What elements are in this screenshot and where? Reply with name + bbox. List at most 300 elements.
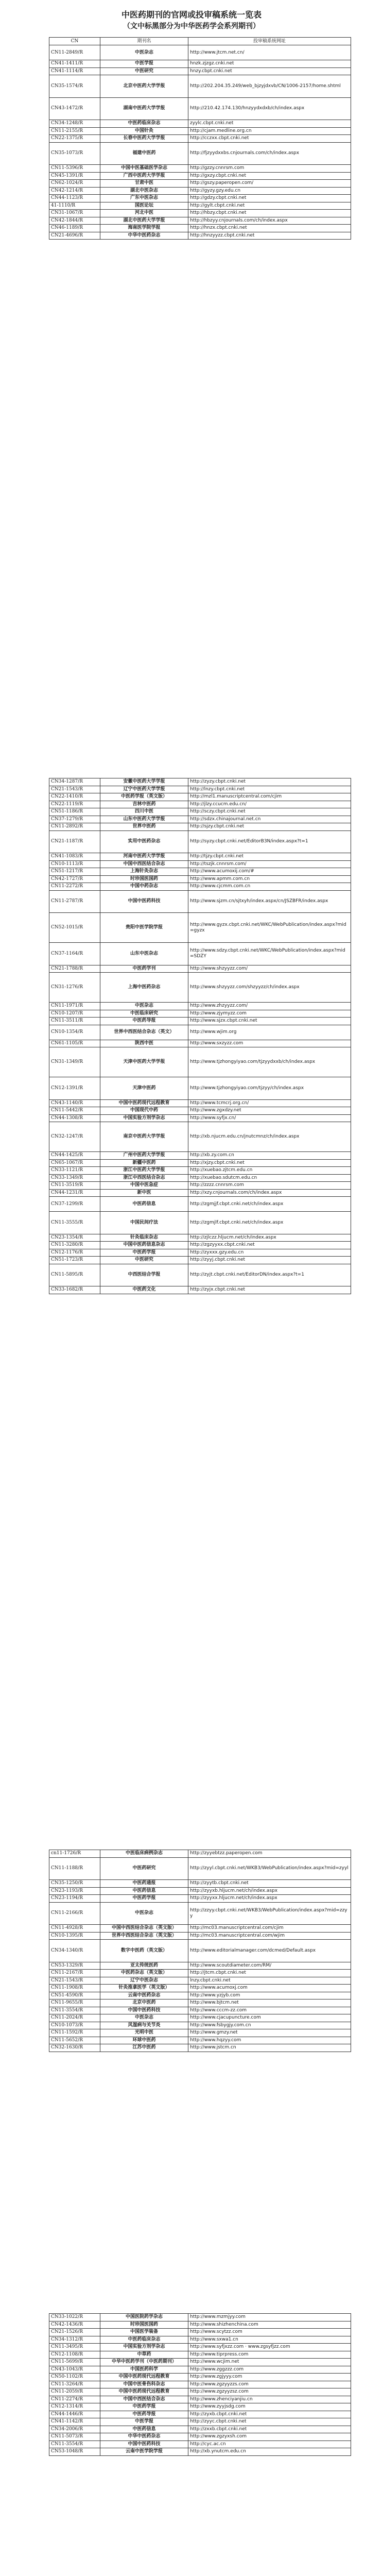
cn-number: CN10-1073/R — [49, 2022, 100, 2029]
submission-url: http://www.sdzy.cbpt.cnki.net/WKC/WebPublication/index.aspx?mid=SDZY — [188, 943, 351, 965]
table-row — [49, 210, 351, 217]
cn-number: CN22-1375/R — [49, 135, 100, 143]
submission-url: zyylc.cbpt.cnki.net — [188, 120, 351, 128]
table-row — [49, 180, 351, 188]
cn-number: CN11-2024/R — [49, 2014, 100, 2022]
table-row — [49, 1970, 351, 1977]
submission-url: http://zxxb.cbpt.cnki.net — [188, 2426, 351, 2433]
journal-name: 中国中医药科技 — [100, 2007, 188, 2014]
cn-number: CN23-1354/R — [49, 1234, 100, 1242]
table-row — [49, 1234, 351, 1242]
cn-number: CN42-1727/R — [49, 875, 100, 883]
cn-number: CN34-1287/R — [49, 778, 100, 786]
cn-number: CN11-3280/R — [49, 1242, 100, 1249]
journal-name: 中国实验方剂学杂志 — [100, 2344, 188, 2351]
submission-url: http://cjam.medline.org.cn — [188, 127, 351, 135]
table-row — [49, 202, 351, 210]
journal-name: 中医药研究 — [100, 1857, 188, 1880]
table-row — [49, 1182, 351, 1190]
cn-number: CN51-1723/R — [49, 1257, 100, 1264]
table-row — [49, 2403, 351, 2411]
submission-url: http://gyzy.gzy.edu.cn — [188, 187, 351, 195]
submission-url: http://www.acumoxj.com — [188, 1985, 351, 1992]
table-row — [49, 943, 351, 965]
cn-number: 41-1110/R — [49, 202, 100, 210]
journal-name: 贵阳中医学院学报 — [100, 913, 188, 943]
journal-name: 广州中医药大学学报 — [100, 1152, 188, 1160]
submission-url: http://zjlczz.hljucm.net/ch/index.aspx — [188, 1234, 351, 1242]
table-row — [49, 1286, 351, 1294]
cn-number: CN65-1067/R — [49, 1159, 100, 1167]
submission-url: http://www.zjymyzz.com — [188, 1010, 351, 1018]
cn-number: CN11-3555/R — [49, 1212, 100, 1234]
table-row — [49, 225, 351, 232]
cn-number: CN33-1349/R — [49, 1174, 100, 1182]
submission-url: http://www.zgzyxsh.com — [188, 2433, 351, 2441]
table-row — [49, 142, 351, 165]
cn-number: CN11-1592/R — [49, 2029, 100, 2037]
journal-name: 中国医学装备 — [100, 2329, 188, 2336]
table-row — [49, 67, 351, 75]
submission-url: http://xuebao.zjtcm.edu.cn — [188, 1167, 351, 1175]
cn-number: CN34-1312/R — [49, 2336, 100, 2344]
journal-name: 中医杂志 — [100, 45, 188, 60]
journal-name: 世界中西医结合杂志（英文版） — [100, 1932, 188, 1940]
table-row — [49, 135, 351, 143]
table-row — [49, 973, 351, 1003]
table-row — [49, 2329, 351, 2336]
table-row — [49, 2388, 351, 2396]
cn-number: CN23-1193/R — [49, 1887, 100, 1895]
submission-url: http://zyyl.cbpt.cnki.net/WKB3/WebPublication/index.aspx?mid=zyyl — [188, 1857, 351, 1880]
submission-url: hnzk.zjzgz.cnki.net — [188, 60, 351, 68]
table-row — [49, 187, 351, 195]
submission-url: http://jtcm.cbpt.cnki.net — [188, 1970, 351, 1977]
journal-name: 中医杂志 — [100, 1902, 188, 1925]
journal-name: 中国中医药科技 — [100, 890, 188, 913]
cn-number: CN11-2155/R — [49, 127, 100, 135]
table-header-row — [49, 38, 351, 45]
journal-name: 辽宁中医杂志 — [100, 1977, 188, 1985]
table-row — [49, 2448, 351, 2456]
cn-number: CN11-5895/R — [49, 1264, 100, 1286]
cn-number: CN11-4928/R — [49, 1925, 100, 1933]
submission-url: http://xb.ynutcm.edu.cn — [188, 2448, 351, 2456]
table-row — [49, 1212, 351, 1234]
submission-url: http://tszjk.cnnrsm.com/ — [188, 860, 351, 868]
cn-number: CN51-4590/R — [49, 1992, 100, 1999]
cn-number: CN11-2892/R — [49, 823, 100, 831]
journal-name: 中医药信息 — [100, 2426, 188, 2433]
journal-name: 中国中医药现代远程教育 — [100, 2374, 188, 2381]
table-row — [49, 2351, 351, 2359]
submission-url: http://zyjt.cbpt.cnki.net/EditorDN/index.aspx?t=1 — [188, 1264, 351, 1286]
submission-url: http://www.jstcm.cn — [188, 2044, 351, 2052]
submission-url: http://gszy.paperopen.com/ — [188, 180, 351, 188]
journal-name: 上海针灸杂志 — [100, 868, 188, 876]
table-row — [49, 2441, 351, 2448]
cn-number: CN11-3554/R — [49, 2007, 100, 2014]
journal-name: 国医论坛 — [100, 202, 188, 210]
cn-number: CN34-1340/R — [49, 1940, 100, 1962]
journal-name: 中医药杂志（英文版） — [100, 1970, 188, 1977]
cn-number: CN12-1108/R — [49, 2351, 100, 2359]
journal-name: 湖北中医药大学学报 — [100, 217, 188, 225]
journal-name: 湖南中医药大学学报 — [100, 97, 188, 120]
submission-url: http://mc03.manuscriptcentral.com/wjim — [188, 1932, 351, 1940]
table-row — [49, 1850, 351, 1858]
journal-name: 中国中药杂志 — [100, 883, 188, 891]
cn-number: CN21-1543/R — [49, 1977, 100, 1985]
journal-name: 中国中医基础医学杂志 — [100, 165, 188, 173]
submission-url: http://zzzz.cnnrsm.com — [188, 1182, 351, 1190]
table-row — [49, 2044, 351, 2052]
submission-url: http://syzy.cbpt.cnki.net/EditorB3N/index.aspx?t=1 — [188, 831, 351, 853]
table-row — [49, 1999, 351, 2007]
cn-number: CN11-2167/R — [49, 1970, 100, 1977]
journal-name: 中医药导报 — [100, 2411, 188, 2418]
journal-name: 浙江中医药大学学报 — [100, 1167, 188, 1175]
submission-url: http://hnzx.cbpt.cnki.net — [188, 225, 351, 232]
journal-name: 上海中医药杂志 — [100, 973, 188, 1003]
journal-name: 天津中医药 — [100, 1077, 188, 1100]
cn-number: CN10-1207/R — [49, 1010, 100, 1018]
table-row — [49, 2381, 351, 2388]
cn-number: CN11-3495/R — [49, 2344, 100, 2351]
submission-url: http://210.42.174.130/hnzyydxdxb/ch/index.aspx — [188, 97, 351, 120]
submission-url: http://xb.njucm.edu.cn/jnutcmnz/ch/index.aspx — [188, 1122, 351, 1152]
journal-name: 环球中医药 — [100, 2037, 188, 2044]
journal-name: 河北中医 — [100, 210, 188, 217]
journal-name: 中医药学刊 — [100, 965, 188, 973]
journal-name: 中医药学报（英文版） — [100, 793, 188, 801]
table-row — [49, 1902, 351, 1925]
submission-url: http://www.sxzyzz.com — [188, 1040, 351, 1047]
submission-url: http://gzzy.cnnrsm.com — [188, 165, 351, 173]
journal-table — [49, 2313, 351, 2456]
cn-number: CN11-2849/R — [49, 45, 100, 60]
cn-number: CN11-3519/R — [49, 1182, 100, 1190]
journal-name: 北京中医药 — [100, 1999, 188, 2007]
journal-name: 中国中西医结合杂志 — [100, 2396, 188, 2403]
submission-url: http://202.204.35.249/web_bjzyjdxvb/CN/1006-2157/home.shtml — [188, 75, 351, 98]
submission-url: http://mc03.manuscriptcentral.com/cjim — [188, 1925, 351, 1933]
cn-number: CN37-1279/R — [49, 816, 100, 823]
submission-url: http://zgmjlf.cbpt.cnki.net/ch/index.aspx — [188, 1212, 351, 1234]
submission-url: http://gdzy.cbpt.cnki.net — [188, 195, 351, 202]
journal-name: 中医药信息 — [100, 1197, 188, 1212]
table-row — [49, 2344, 351, 2351]
cn-number: CN11-2787/R — [49, 890, 100, 913]
submission-url: http://www.hqzyy.com — [188, 2037, 351, 2044]
submission-url: http://hbzyy.cnjournals.com/ch/index.aspx — [188, 217, 351, 225]
submission-url: http://www.apmm.com.cn — [188, 875, 351, 883]
cn-number: CN42-1436/R — [49, 2321, 100, 2329]
table-row — [49, 1167, 351, 1175]
table-row — [49, 2014, 351, 2022]
submission-url: http://mzl1.manuscriptcentral.com/cjim — [188, 793, 351, 801]
cn-number: CN31-1067/R — [49, 210, 100, 217]
cn-number: CN41-1411/R — [49, 60, 100, 68]
submission-url: http://www.gmzy.net — [188, 2029, 351, 2037]
submission-url: http://www.syfjx.cn/ — [188, 1114, 351, 1122]
submission-url: http://zyytb.cbpt.cnki.net — [188, 1880, 351, 1888]
table-row — [49, 172, 351, 180]
table-row — [49, 853, 351, 861]
journal-name: 北京中医药大学学报 — [100, 75, 188, 98]
table-row — [49, 1010, 351, 1018]
journal-name: 中医药信息 — [100, 1887, 188, 1895]
submission-url: lnzy.cbpt.cnki.net — [188, 1977, 351, 1985]
table-row — [49, 890, 351, 913]
journal-name: 中华中医药学刊（中医药期刊） — [100, 2359, 188, 2366]
cn-number: CN11-2059/R — [49, 2388, 100, 2396]
cn-number: CN11-3554/R — [49, 2441, 100, 2448]
journal-name: 辽宁中医药大学学报 — [100, 786, 188, 793]
journal-name: 中华中医药杂志 — [100, 2433, 188, 2441]
journal-name: 广东中医杂志 — [100, 195, 188, 202]
table-row — [49, 2029, 351, 2037]
submission-url: http://zzyy.cbpt.cnki.net/WKB3/WebPublication/index.aspx?mid=zzyy — [188, 1902, 351, 1925]
table-row — [49, 45, 351, 60]
table-row — [49, 1962, 351, 1970]
cn-number: CN11-5652/R — [49, 2037, 100, 2044]
cn-number: CN11-2272/R — [49, 883, 100, 891]
submission-url: http://zyxb.cbpt.cnki.net — [188, 2411, 351, 2418]
journal-name: 中医研究 — [100, 1257, 188, 1264]
table-row — [49, 1887, 351, 1895]
submission-url: http://gxzy.cbpt.cnki.net — [188, 172, 351, 180]
journal-name: 中医药临床杂志 — [100, 2336, 188, 2344]
journal-name: 福建中医药 — [100, 142, 188, 165]
cn-number: CN53-1329/R — [49, 1962, 100, 1970]
journal-name: 云南中医药杂志 — [100, 1992, 188, 1999]
cn-number: CN44-1308/R — [49, 1114, 100, 1122]
journal-table — [49, 1850, 351, 2052]
submission-url: http://www.gyzx.cbpt.cnki.net/WKC/WebPublication/index.aspx?mid=gyzx — [188, 913, 351, 943]
table-row — [49, 875, 351, 883]
cn-number: CN11-5073/R — [49, 2433, 100, 2441]
submission-url: http://sdzx.chinajournal.net.cn — [188, 816, 351, 823]
header-url: 投审稿系统网址 — [188, 38, 351, 45]
journal-name: 中医药文化 — [100, 1286, 188, 1294]
submission-url: http://lnzy.cbpt.cnki.net — [188, 786, 351, 793]
journal-name: 中医学报 — [100, 60, 188, 68]
table-row — [49, 1895, 351, 1903]
submission-url: http://www.sxwa1.cn — [188, 2336, 351, 2344]
cn-number: CN22-1119/R — [49, 801, 100, 808]
table-row — [49, 1025, 351, 1040]
table-row — [49, 823, 351, 831]
table-row — [49, 808, 351, 816]
journal-name: 中西医结合学报 — [100, 1264, 188, 1286]
submission-url: http://gylt.cbpt.cnki.net — [188, 202, 351, 210]
table-row — [49, 1040, 351, 1047]
journal-name: 广西中医药大学学报 — [100, 172, 188, 180]
table-row — [49, 2022, 351, 2029]
table-row — [49, 860, 351, 868]
cn-number: CN33-1121/R — [49, 1167, 100, 1175]
table-row — [49, 1152, 351, 1160]
cn-number: CN10-1113/R — [49, 860, 100, 868]
submission-url: http://hbzy.cbpt.cnki.net — [188, 210, 351, 217]
journal-name: 亚太传统医药 — [100, 1962, 188, 1970]
table-row — [49, 1159, 351, 1167]
table-row — [49, 816, 351, 823]
cn-number: CN34-1248/R — [49, 120, 100, 128]
cn-number: CN31-1276/R — [49, 973, 100, 1003]
table-row — [49, 2366, 351, 2374]
submission-url: http://xb.zy.com.cn — [188, 1152, 351, 1160]
table-row — [49, 120, 351, 128]
submission-url: http://www.syfjxzz.com · www.zgsyfjzz.com — [188, 2344, 351, 2351]
journal-name: 中医杂志 — [100, 1003, 188, 1010]
table-row — [49, 1077, 351, 1100]
document-header — [0, 0, 383, 32]
submission-url: http://www.zyyjsdg.com — [188, 2403, 351, 2411]
table-row — [49, 75, 351, 98]
cn-number: CN11-1908/R — [49, 1985, 100, 1992]
submission-url: http://www.zgxdzy.net — [188, 1107, 351, 1115]
table-row — [49, 97, 351, 120]
submission-url: http://cyc.ac.cn — [188, 2441, 351, 2448]
table-row — [49, 778, 351, 786]
submission-url: http://www.tjzhongyiyao.com/tjzyy/ch/index.aspx — [188, 1077, 351, 1100]
cn-number: CN62-1024/R — [49, 180, 100, 188]
cn-number: CN21-1187/R — [49, 831, 100, 853]
cn-number: CN33-1022/R — [49, 2314, 100, 2321]
journal-name: 中国中医骨伤科杂志 — [100, 2381, 188, 2388]
submission-url: http://zgzyyxx.cbpt.cnki.net — [188, 1242, 351, 1249]
journal-name: 中国中西医结合杂志 — [100, 860, 188, 868]
submission-url: http://sjzy.cbpt.cnki.net — [188, 823, 351, 831]
table-row — [49, 1857, 351, 1880]
submission-url: http://www.zggzzz.com — [188, 2366, 351, 2374]
cn-number: CN12-1314/R — [49, 2403, 100, 2411]
table-row — [49, 1107, 351, 1115]
submission-url: http://www.cccm-zz.com — [188, 2007, 351, 2014]
journal-name: 中国中医药现代远程教育 — [100, 1099, 188, 1107]
submission-url: http://xuebao.sdutcm.edu.cn — [188, 1174, 351, 1182]
journal-name: 针灸临床杂志 — [100, 1234, 188, 1242]
table-row — [49, 1932, 351, 1940]
cn-number: CN33-1682/R — [49, 1286, 100, 1294]
journal-name: 中国现代中药 — [100, 1107, 188, 1115]
journal-name: 云南中医学院学报 — [100, 2448, 188, 2456]
cn-number: CN37-1164/R — [49, 943, 100, 965]
cn-number: CN52-1015/R — [49, 913, 100, 943]
submission-url: http://zgmjjf.cbpt.cnki.net/ch/index.aspx — [188, 1197, 351, 1212]
cn-number: CN61-1105/R — [49, 1040, 100, 1047]
cn-number: CN11-5442/R — [49, 1107, 100, 1115]
journal-name: 南京中医药大学学报 — [100, 1122, 188, 1152]
table-row — [49, 1197, 351, 1212]
cn-number: CN35-1250/R — [49, 1880, 100, 1888]
submission-url: http://www.wjim.org — [188, 1025, 351, 1040]
table-row — [49, 1114, 351, 1122]
table-row — [49, 1003, 351, 1010]
table-row — [49, 1249, 351, 1257]
journal-name: 中国中医急症 — [100, 1182, 188, 1190]
table-row — [49, 2336, 351, 2344]
journal-name: 江苏中医药 — [100, 2044, 188, 2052]
cn-number: CN11-1188/R — [49, 1857, 100, 1880]
submission-url: http://zyyj.cbpt.cnki.net — [188, 1257, 351, 1264]
cn-number: CN42-1844/R — [49, 217, 100, 225]
submission-url: hnzy.cbpt.cnki.net — [188, 67, 351, 75]
journal-name: 安徽中医药大学学报 — [100, 778, 188, 786]
submission-url: http://www.wcjim.net — [188, 2359, 351, 2366]
submission-url: http://fjzyydxxbs.cnjournals.com/ch/index.aspx — [188, 142, 351, 165]
submission-url: http://www.fsbygjy.com.cn — [188, 2022, 351, 2029]
journal-name: 中医药临床杂志 — [100, 120, 188, 128]
submission-url: http://www.acumoxij.com/# — [188, 868, 351, 876]
journal-name: 中医药学报 — [100, 2403, 188, 2411]
journal-name: 时珍国医国药 — [100, 875, 188, 883]
cn-number: CN31-1349/R — [49, 1047, 100, 1077]
cn-number: CN34-2006/R — [49, 2426, 100, 2433]
table-row — [49, 2411, 351, 2418]
cn-number: CN11-3264/R — [49, 2381, 100, 2388]
submission-url: http://zyjx.cbpt.cnki.net — [188, 1286, 351, 1294]
table-row — [49, 786, 351, 793]
submission-url: http://www.shizhenchina.com — [188, 2321, 351, 2329]
journal-name: 山东中医杂志 — [100, 943, 188, 965]
journal-name: 中国针灸 — [100, 127, 188, 135]
table-row — [49, 2396, 351, 2403]
table-row — [49, 1985, 351, 1992]
submission-url: http://zyyxb.hljucm.net/ch/index.aspx — [188, 1887, 351, 1895]
journal-name: 光明中医 — [100, 2029, 188, 2037]
journal-name: 湖北中医杂志 — [100, 187, 188, 195]
submission-url: http://zyzy.cbpt.cnki.net — [188, 778, 351, 786]
table-row — [49, 1940, 351, 1962]
submission-url: http://jlzy.ccucm.edu.cn/ — [188, 801, 351, 808]
table-row — [49, 1880, 351, 1888]
cn-number: CN35-1574/R — [49, 75, 100, 98]
journal-name: 中国民间疗法 — [100, 1212, 188, 1234]
journal-name: 海南医学院学报 — [100, 225, 188, 232]
cn-number: CN44-1425/R — [49, 1152, 100, 1160]
submission-url: http://www.zhenciyanjiu.cn — [188, 2396, 351, 2403]
cn-number: CN12-1391/R — [49, 1077, 100, 1100]
submission-url: http://zyyc.cbpt.cnki.net — [188, 2418, 351, 2426]
table-row — [49, 831, 351, 853]
submission-url: http://www.zgzyyzzs.com — [188, 2381, 351, 2388]
cn-number: CN32-1630/R — [49, 2044, 100, 2052]
document-subtitle: （文中标黑部分为中华医药学会系列期刊） — [123, 22, 260, 30]
submission-url: http://xjzy.cbpt.cnki.net — [188, 1159, 351, 1167]
table-row — [49, 965, 351, 973]
journal-name: 中华中医药杂志 — [100, 232, 188, 240]
cn-number: CN11-2274/R — [49, 2396, 100, 2403]
cn-number: CN37-1299/R — [49, 1197, 100, 1212]
submission-url: http://www.jtcm.net.cn/ — [188, 45, 351, 60]
cn-number: CN22-1410/R — [49, 793, 100, 801]
submission-url: http://www.cjcmm.com.cn — [188, 883, 351, 891]
submission-url: http://www.sjzx.cbpt.cnki.net — [188, 1018, 351, 1025]
cn-number: CN41-1114/R — [49, 67, 100, 75]
journal-table — [49, 37, 351, 240]
table-row — [49, 883, 351, 891]
journal-name: 新疆中医药 — [100, 1159, 188, 1167]
cn-number: cn11-1726/R — [49, 1850, 100, 1858]
journal-name: 甘肃中医 — [100, 180, 188, 188]
cn-number: CN43-1140/R — [49, 1099, 100, 1107]
table-row — [49, 801, 351, 808]
submission-url: http://zyxxx.gzy.edu.cn — [188, 1249, 351, 1257]
submission-url: http://www.tcmcrj.org.cn/ — [188, 1099, 351, 1107]
